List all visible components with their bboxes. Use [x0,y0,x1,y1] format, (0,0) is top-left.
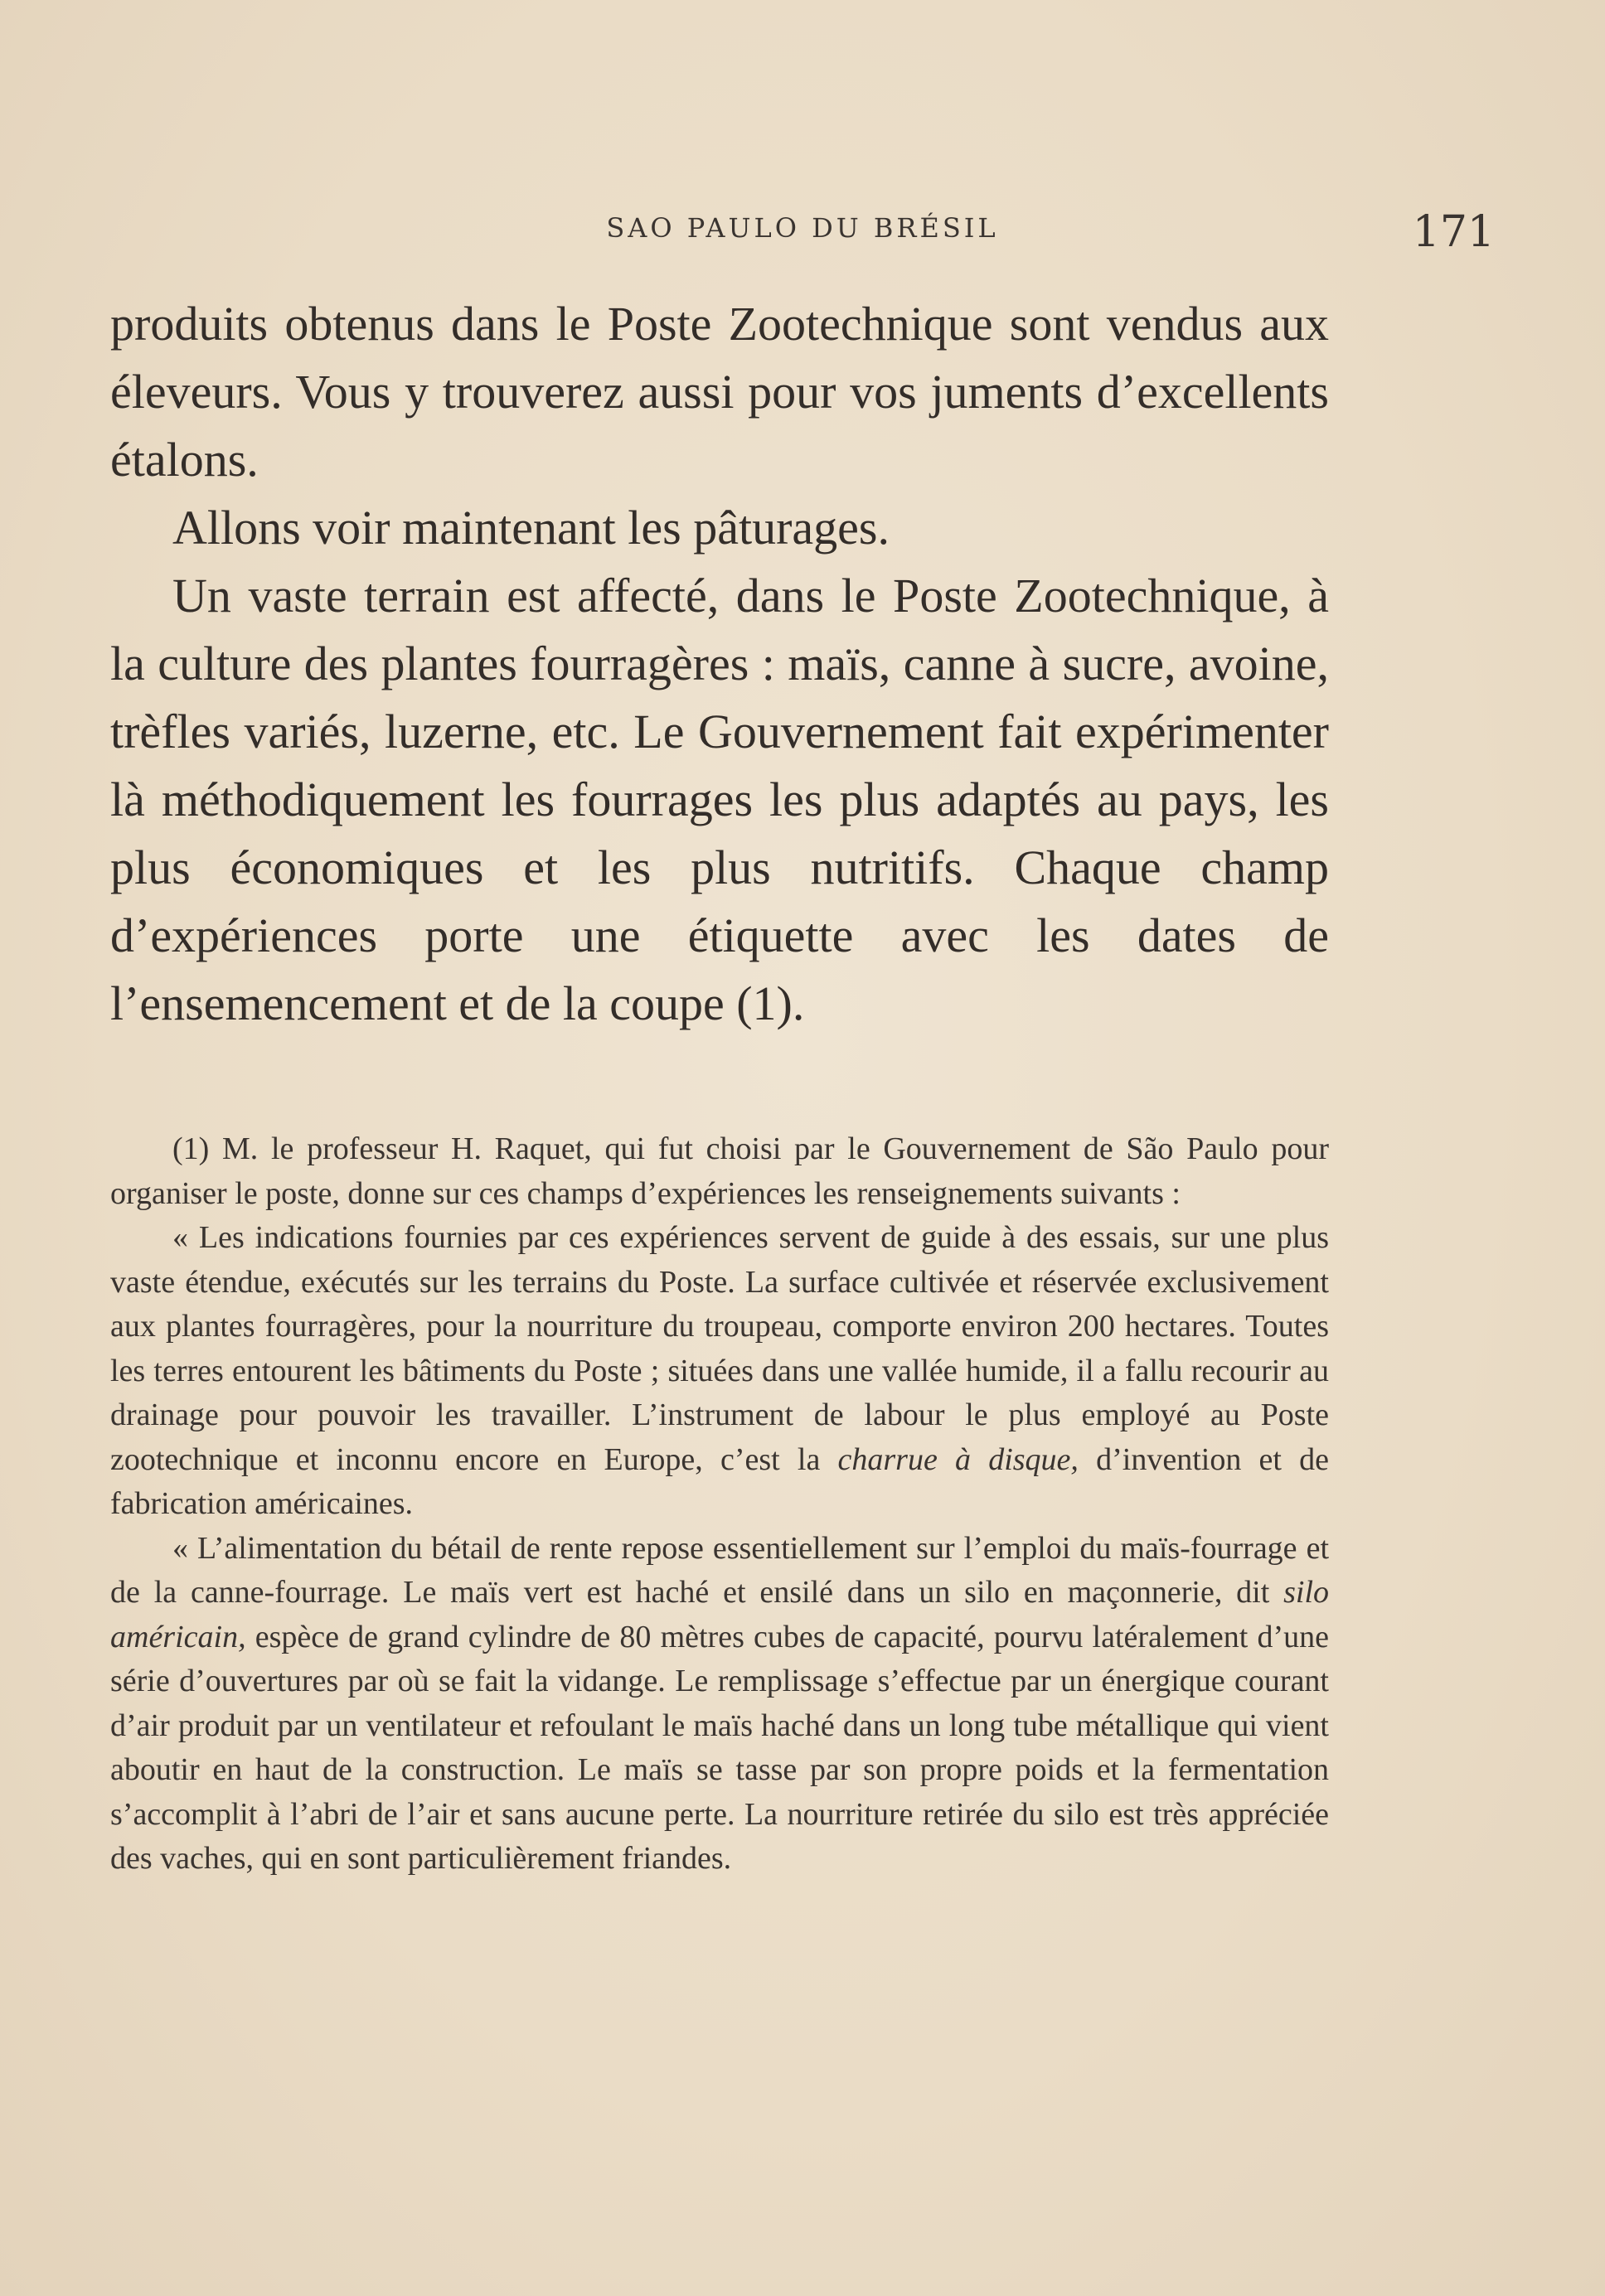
footnote-italic: charrue à disque, [837,1441,1079,1477]
footnote-text: « L’alimentation du bétail de rente repose essentiellement sur l’emploi du maïs-fourrage et de la canne-fourrage. Le maïs vert est haché et ensilé dans un silo en maçonnerie, dit [110,1530,1329,1610]
footnote-italic: silo américain, [110,1575,1329,1654]
paragraph: produits obtenus dans le Poste Zootechnique sont vendus aux éleveurs. Vous y trouverez aussi pour vos juments d’excellents étalons. [110,297,1329,487]
footnote-text: d’invention et de fabrication américaines. [110,1441,1330,1521]
footnote-paragraph [110,1216,1329,1527]
footnote-text: espèce de grand cylindre de 80 mètres cubes de capacité, pourvu latéralement d’une série d’ouvertures par où se fait la vidange. Le remplissage s’effectue par un énergique courant d’air produit par un ventilateur et refoulant le maïs haché dans un long tube métallique qui vient aboutir en haut de la construction. Le maïs se tasse par son propre poids et la fermentation s’accomplit à l’abri de l’air et sans aucune perte. La nourriture retirée du silo est très appréciée des vaches, qui en sont particulièrement friandes. [110,1619,1329,1876]
footnote-paragraph: (1) M. le professeur H. Raquet, qui fut choisi par le Gouvernement de São Paulo pour organiser le poste, donne sur ces champs d’expériences les renseignements suivants : [110,1131,1329,1211]
running-title: SAO PAULO DU BRÉSIL [606,212,999,244]
page-header [110,207,1495,265]
footnote [110,1127,1329,1882]
main-text [110,290,1329,1038]
paragraph: Un vaste terrain est affecté, dans le Poste Zootechnique, à la culture des plantes fourragères : maïs, canne à sucre, avoine, trèfles variés, luzerne, etc. Le Gouvernement fait expérimenter là méthodiquement les fourrages les plus adaptés au pays, les plus économiques et les plus nutritifs. Chaque champ d’expériences porte une étiquette avec les dates de l’ensemencement et de la coupe (1). [110,569,1329,1030]
footnote-text: « Les indications fournies par ces expériences servent de guide à des essais, sur une plus vaste étendue, exécutés sur les terrains du Poste. La surface cultivée et réservée exclusivement aux plantes fourragères, pour la nourriture du troupeau, comporte environ 200 hectares. Toutes les terres entourent les bâtiments du Poste ; situées dans une vallée humide, il a fallu recourir au drainage pour pouvoir les travailler. L’instrument de labour le plus employé au Poste zootechnique et inconnu encore en Europe, c’est la [110,1220,1329,1477]
paragraph: Allons voir maintenant les pâturages. [172,501,890,555]
footnote-paragraph [110,1527,1329,1882]
page-number: 171 [1412,207,1495,257]
